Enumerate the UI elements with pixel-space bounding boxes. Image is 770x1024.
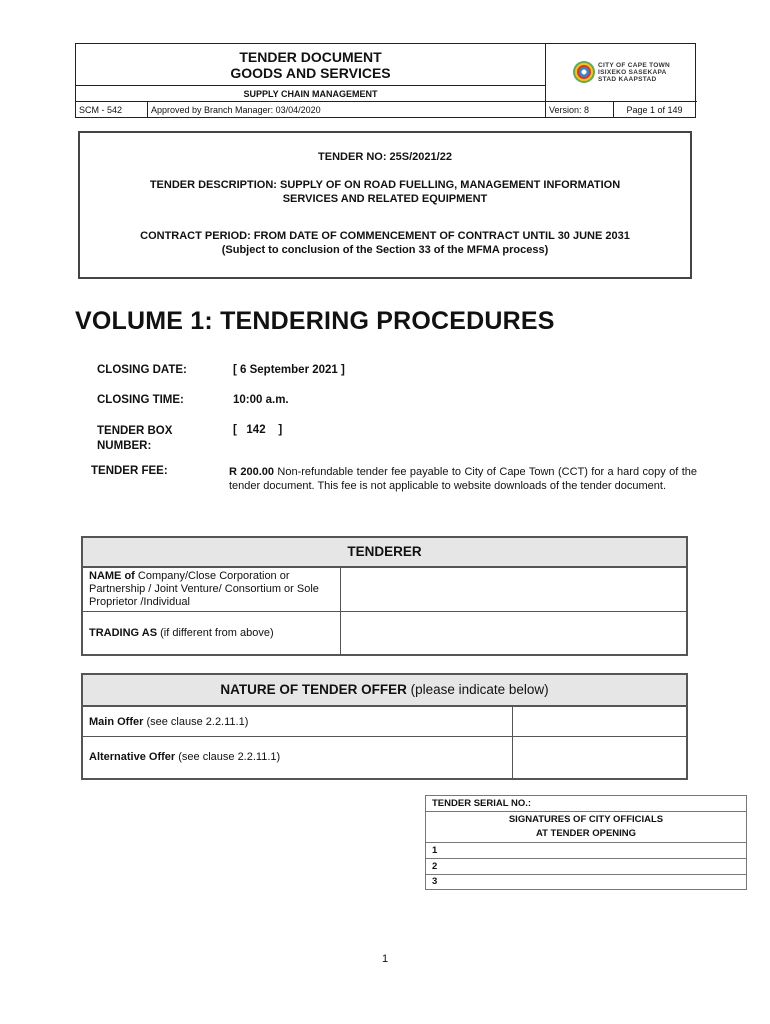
name-label-rest: Company/Close Corporation or Partnership / Joint Venture/ Consortium or Sole Proprietor /Individual [89, 570, 319, 608]
alternative-offer-input[interactable] [513, 737, 686, 778]
header-title [76, 44, 546, 86]
serial-label: TENDER SERIAL NO.: [426, 796, 746, 812]
tender-box-label [97, 424, 172, 454]
closing-date-value: [ 6 September 2021 ] [233, 364, 345, 376]
version: Version: 8 [546, 102, 614, 118]
tender-fee-amount: R 200.00 [229, 466, 274, 478]
signatures-heading-line1: SIGNATURES OF CITY OFFICIALS [508, 814, 664, 825]
tender-description-line1: TENDER DESCRIPTION: SUPPLY OF ON ROAD FUELLING, MANAGEMENT INFORMATION [149, 179, 621, 191]
city-logo [546, 44, 697, 102]
name-label-bold: NAME of [89, 570, 135, 582]
logo-line3: STAD KAAPSTAD [598, 76, 657, 83]
tender-box-label-line2: NUMBER: [97, 440, 152, 452]
tender-box-value: [ 142 ] [233, 424, 283, 436]
signature-row-3[interactable]: 3 [432, 876, 438, 887]
tender-fee-text [229, 465, 697, 493]
trading-as-label [83, 612, 341, 654]
offer-heading-rest: (please indicate below) [406, 682, 549, 697]
offer-heading-bold: NATURE OF TENDER OFFER [220, 682, 407, 697]
signatures-heading-line2: AT TENDER OPENING [535, 828, 637, 839]
city-seal-icon [572, 55, 596, 89]
contract-period-line2: (Subject to conclusion of the Section 33 of the MFMA process) [221, 244, 549, 256]
trading-as-bold: TRADING AS [89, 627, 158, 639]
header-title-line1: TENDER DOCUMENT [239, 49, 382, 65]
main-offer-input[interactable] [513, 707, 686, 737]
closing-date-label: CLOSING DATE: [97, 364, 187, 376]
approved-by: Approved by Branch Manager: 03/04/2020 [148, 102, 546, 118]
tender-info-box [78, 131, 692, 279]
logo-text [598, 62, 670, 83]
main-offer-rest: (see clause 2.2.11.1) [143, 716, 249, 728]
trading-as-input[interactable] [341, 612, 686, 654]
signature-row-2[interactable]: 2 [426, 859, 746, 875]
logo-line2: ISIXEKO SASEKAPA [598, 69, 667, 76]
alternative-offer-bold: Alternative Offer [89, 751, 176, 763]
offer-heading [83, 675, 686, 707]
tender-fee-label: TENDER FEE: [91, 465, 168, 477]
alternative-offer-rest: (see clause 2.2.11.1) [175, 751, 281, 763]
tenderer-table [81, 536, 688, 656]
name-label [83, 568, 341, 612]
header-subtitle: SUPPLY CHAIN MANAGEMENT [76, 86, 546, 102]
logo-line1: CITY OF CAPE TOWN [598, 62, 671, 69]
document-header [75, 43, 696, 118]
contract-period-line1: CONTRACT PERIOD: FROM DATE OF COMMENCEMENT OF CONTRACT UNTIL 30 JUNE 2031 [140, 230, 630, 242]
signature-row-1[interactable]: 1 [426, 843, 746, 859]
tender-number: TENDER NO: 25S/2021/22 [318, 151, 452, 163]
page-number: 1 [381, 953, 389, 965]
serial-table [425, 795, 747, 890]
main-offer-label [83, 707, 513, 737]
offer-table [81, 673, 688, 780]
closing-time-label: CLOSING TIME: [97, 394, 184, 406]
trading-as-rest: (if different from above) [157, 627, 274, 639]
signatures-heading [426, 812, 746, 843]
volume-title: VOLUME 1: TENDERING PROCEDURES [75, 307, 555, 335]
closing-time-value: 10:00 a.m. [233, 394, 289, 406]
main-offer-bold: Main Offer [89, 716, 144, 728]
alternative-offer-label [83, 737, 513, 778]
name-input[interactable] [341, 568, 686, 612]
tender-fee-description: Non-refundable tender fee payable to City of Cape Town (CCT) for a hard copy of the tender document. This fee is not applicable to website downloads of the tender document. [229, 466, 697, 492]
header-title-line2: GOODS AND SERVICES [230, 65, 391, 81]
tenderer-heading: TENDERER [83, 538, 686, 568]
tender-box-label-line1: TENDER BOX [97, 425, 173, 437]
page-of: Page 1 of 149 [626, 105, 683, 115]
scm-code: SCM - 542 [76, 102, 148, 118]
tender-description-line2: SERVICES AND RELATED EQUIPMENT [282, 193, 488, 205]
